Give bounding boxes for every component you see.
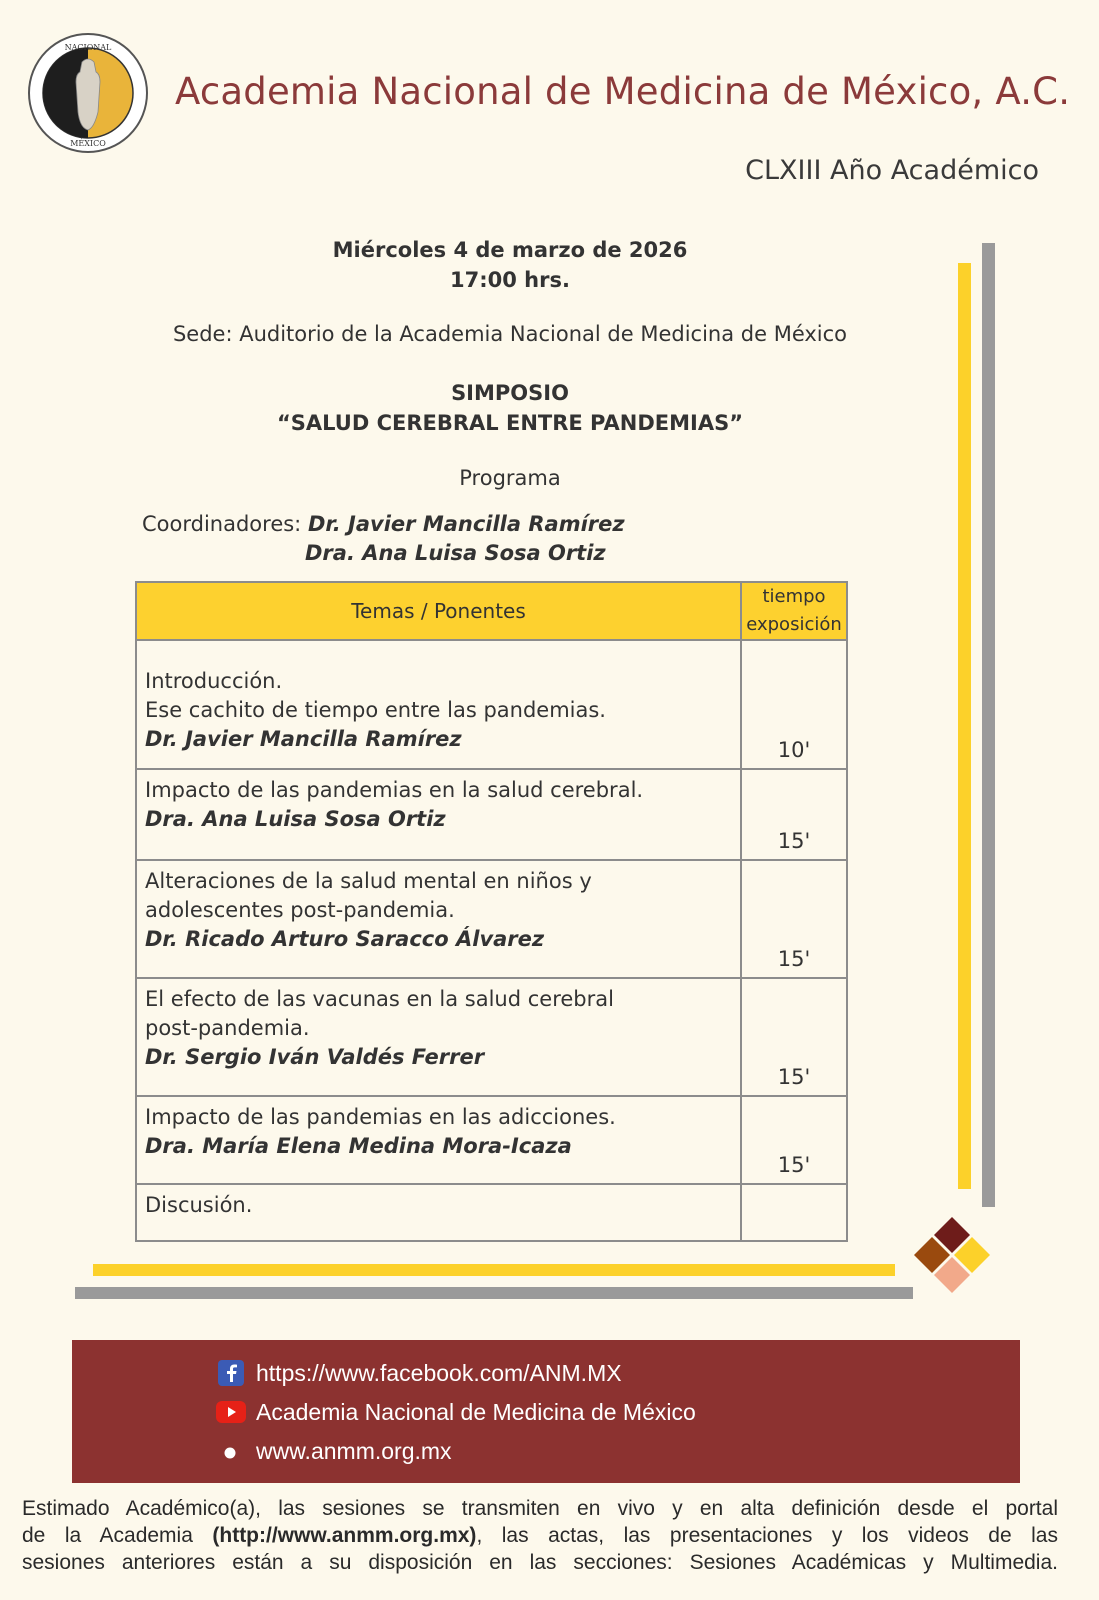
table-row — [136, 860, 847, 978]
youtube-icon — [216, 1401, 246, 1423]
notice-text: de la Academia — [22, 1524, 213, 1547]
topic-line: Ese cachito de tiempo entre las pandemias. — [145, 698, 606, 722]
facebook-icon — [218, 1360, 244, 1386]
row-duration: 15' — [741, 769, 847, 860]
event-date: Miércoles 4 de marzo de 2026 — [332, 238, 688, 262]
facebook-link[interactable]: https://www.facebook.com/ANM.MX — [256, 1360, 622, 1386]
row-duration: 15' — [741, 978, 847, 1096]
header-time-line2: exposición — [746, 614, 842, 635]
row-duration: 10' — [741, 640, 847, 769]
notice-line — [22, 1522, 1058, 1549]
decorative-bar-gray-horizontal — [75, 1287, 913, 1299]
row-topic — [136, 1184, 741, 1241]
row-duration: 15' — [741, 1096, 847, 1184]
event-title-block — [110, 378, 910, 438]
row-duration: 15' — [741, 860, 847, 978]
topic-line: Alteraciones de la salud mental en niños y — [145, 869, 592, 893]
academy-seal-logo — [27, 32, 149, 154]
row-topic — [136, 769, 741, 860]
header-topics: Temas / Ponentes — [136, 582, 741, 640]
row-topic — [136, 978, 741, 1096]
event-time: 17:00 hrs. — [450, 268, 570, 292]
event-title: “SALUD CEREBRAL ENTRE PANDEMIAS” — [276, 411, 744, 435]
topic-line: Introducción. — [145, 669, 283, 693]
coordinators — [142, 510, 625, 568]
bullet-icon — [224, 1447, 236, 1459]
table-row — [136, 1184, 847, 1241]
program-table — [135, 581, 848, 1242]
footer-contact-box — [72, 1340, 1020, 1483]
decorative-bar-yellow-horizontal — [93, 1264, 895, 1276]
notice-line: sesiones anteriores están a su disposición en las secciones: Sesiones Académicas y Multimedia. — [22, 1551, 1058, 1574]
header-time — [741, 582, 847, 640]
broadcast-notice — [22, 1495, 1058, 1576]
website-link[interactable]: www.anmm.org.mx — [256, 1438, 452, 1464]
topic-line: Impacto de las pandemias en las adicciones. — [145, 1105, 616, 1129]
coordinator-name: Dr. Javier Mancilla Ramírez — [307, 512, 625, 536]
coordinators-label: Coordinadores: — [142, 512, 302, 536]
notice-text: , las actas, las presentaciones y los videos de las — [476, 1524, 1058, 1547]
coordinator-name: Dra. Ana Luisa Sosa Ortiz — [305, 541, 606, 565]
speaker-name: Dr. Javier Mancilla Ramírez — [145, 727, 462, 751]
table-row — [136, 769, 847, 860]
speaker-name: Dr. Sergio Iván Valdés Ferrer — [145, 1045, 485, 1069]
table-row — [136, 1096, 847, 1184]
youtube-channel-link[interactable]: Academia Nacional de Medicina de México — [256, 1399, 696, 1425]
event-datetime — [110, 235, 910, 295]
speaker-name: Dra. María Elena Medina Mora-Icaza — [145, 1134, 572, 1158]
row-topic — [136, 860, 741, 978]
academic-year: CLXIII Año Académico — [745, 155, 1039, 186]
row-topic — [136, 640, 741, 769]
table-row — [136, 640, 847, 769]
topic-line: El efecto de las vacunas en la salud cerebral — [145, 987, 614, 1011]
svg-text:NACIONAL: NACIONAL — [64, 43, 112, 52]
topic-line: adolescentes post-pandemia. — [145, 898, 455, 922]
decorative-bar-yellow-vertical — [958, 263, 971, 1189]
organization-title: Academia Nacional de Medicina de México, A.C. — [175, 70, 1071, 113]
topic-line: post-pandemia. — [145, 1016, 310, 1040]
table-header-row — [136, 582, 847, 640]
topic-line: Discusión. — [145, 1193, 253, 1217]
topic-line: Impacto de las pandemias en la salud cerebral. — [145, 778, 644, 802]
decorative-diamonds — [912, 1213, 992, 1293]
header-time-line1: tiempo — [762, 586, 826, 607]
speaker-name: Dr. Ricado Arturo Saracco Álvarez — [145, 927, 545, 951]
row-duration — [741, 1184, 847, 1241]
speaker-name: Dra. Ana Luisa Sosa Ortiz — [145, 807, 446, 831]
event-venue: Sede: Auditorio de la Academia Nacional de Medicina de México — [172, 322, 848, 346]
svg-text:MÉXICO: MÉXICO — [70, 139, 106, 148]
program-label: Programa — [459, 466, 561, 490]
row-topic — [136, 1096, 741, 1184]
event-type: SIMPOSIO — [451, 381, 569, 405]
decorative-bar-gray-vertical — [982, 243, 995, 1207]
table-row — [136, 978, 847, 1096]
notice-line: Estimado Académico(a), las sesiones se transmiten en vivo y en alta definición desde el portal — [22, 1497, 1058, 1520]
notice-portal-url[interactable]: (http://www.anmm.org.mx) — [212, 1524, 477, 1547]
